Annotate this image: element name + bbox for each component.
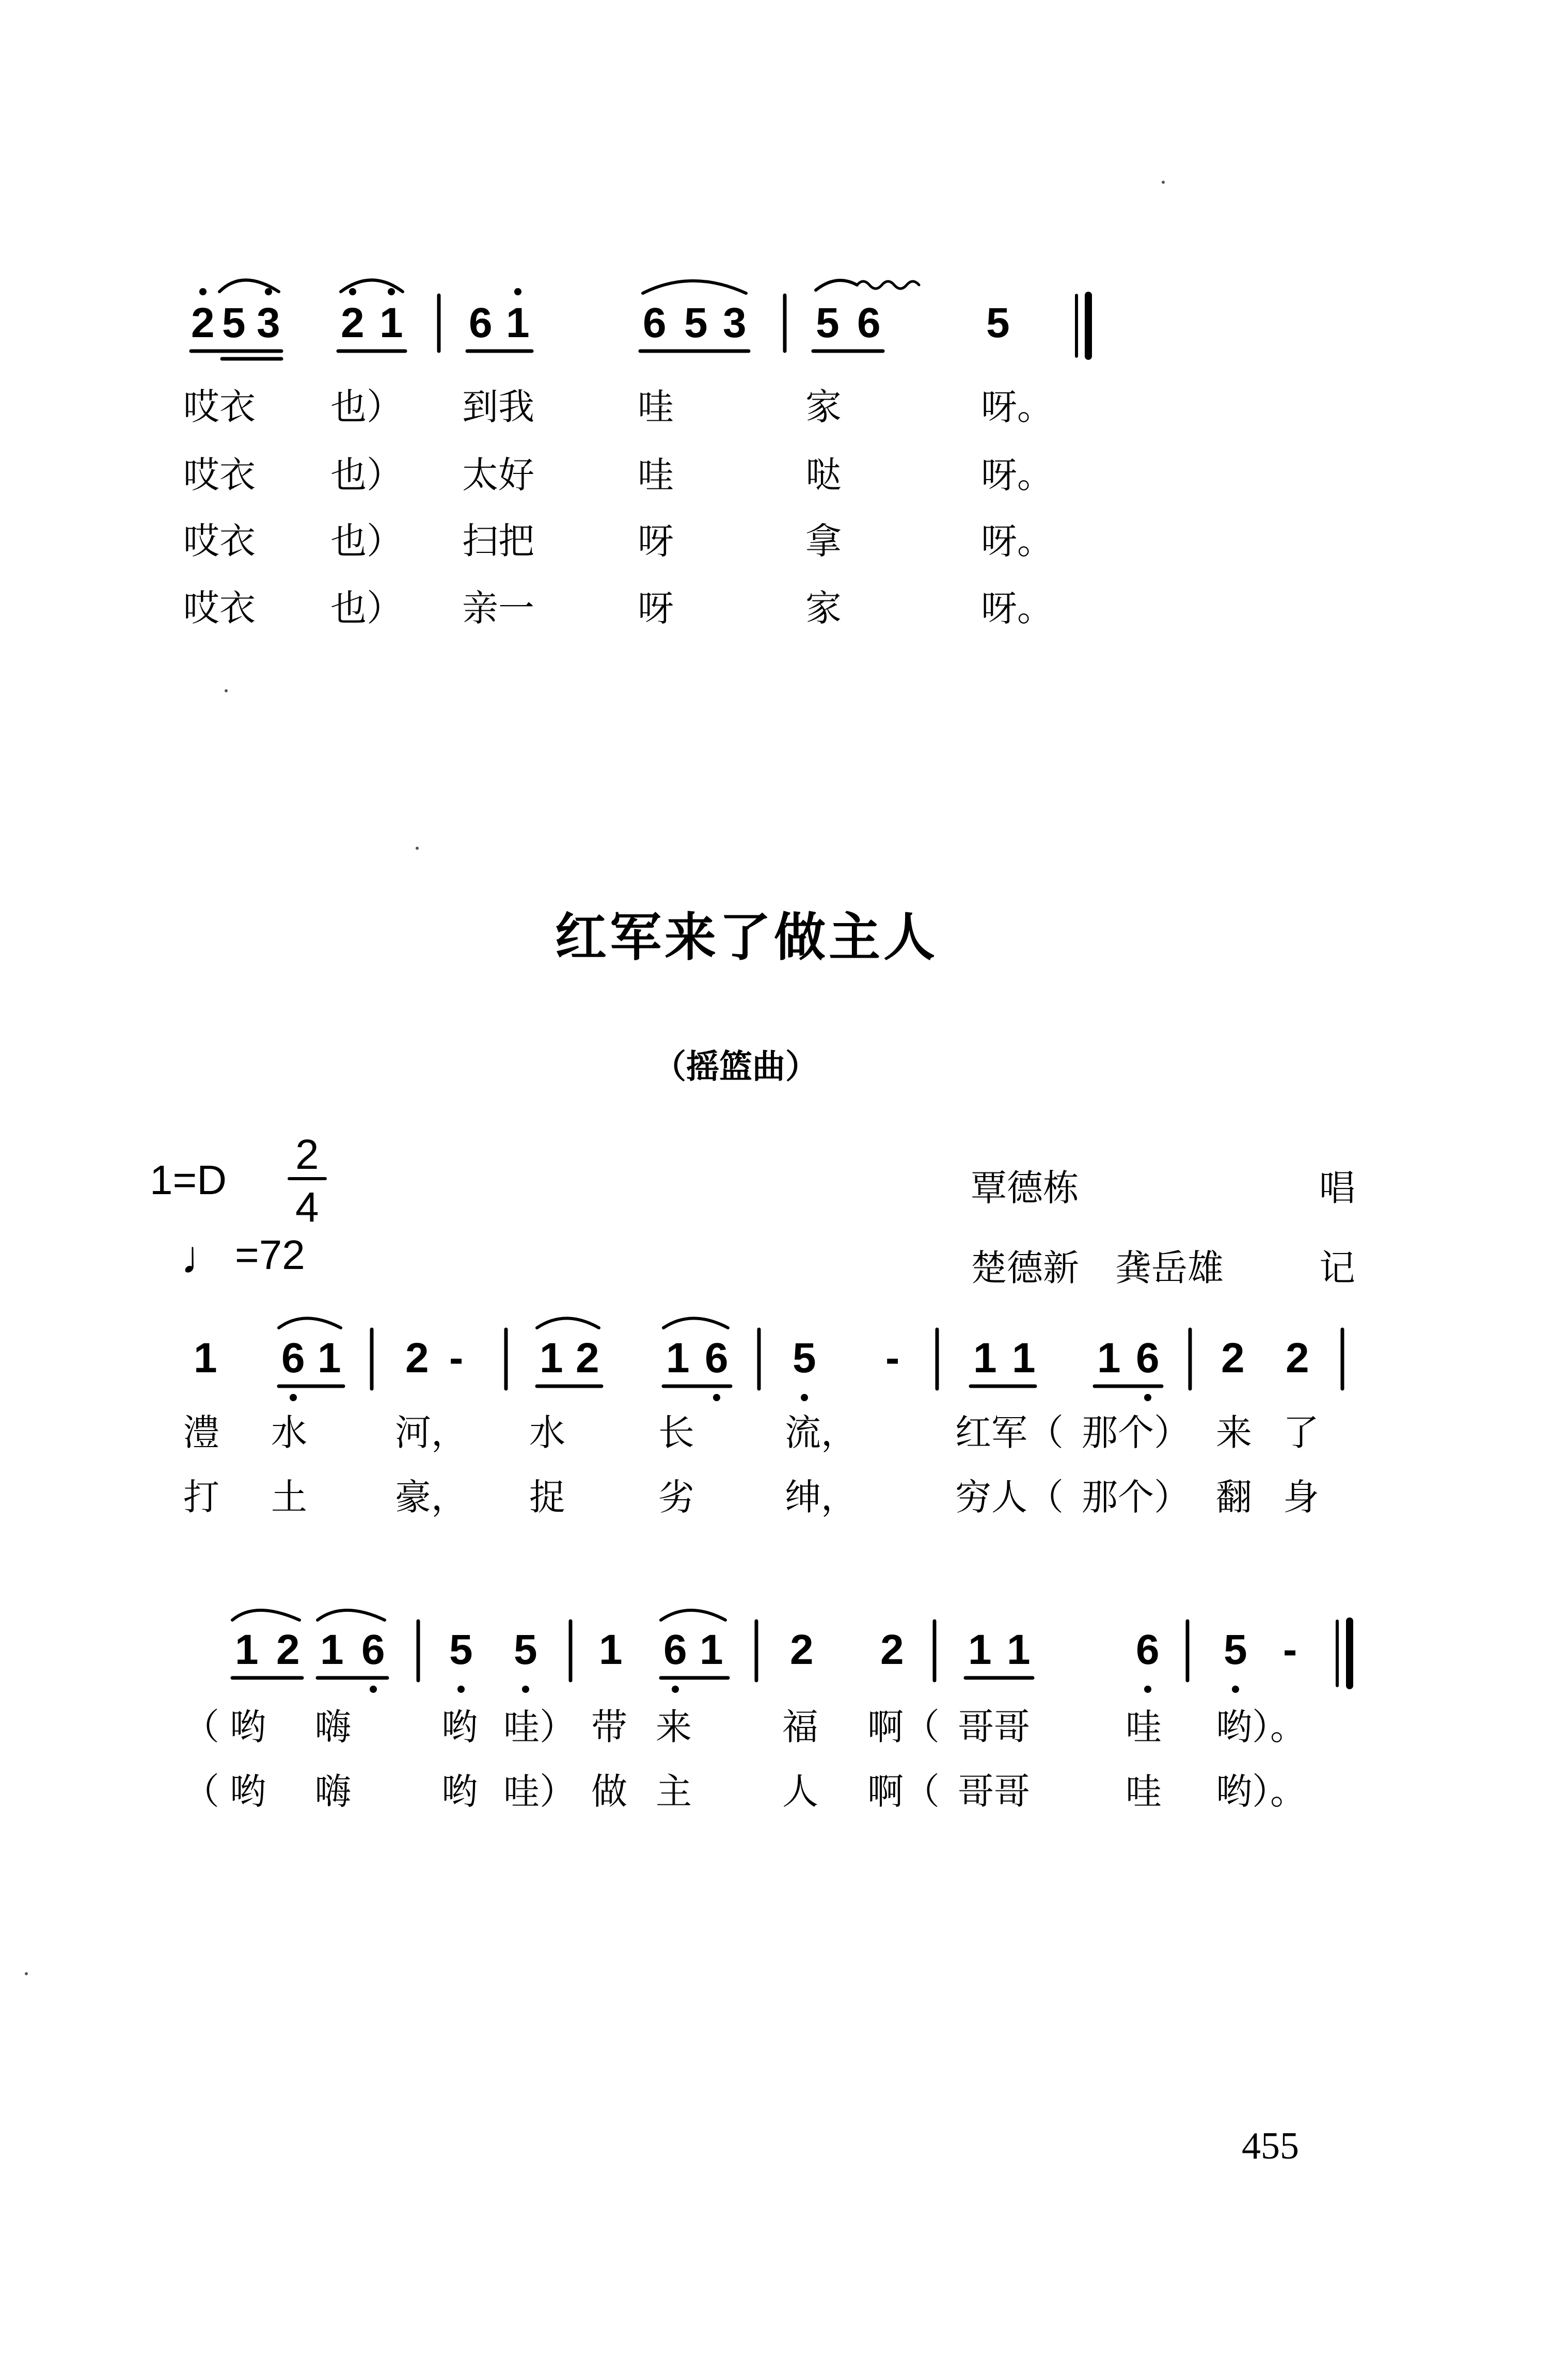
lyric: 哥哥 [958,1706,1030,1748]
note: 1 [973,1335,997,1382]
lyric: 哟 [230,1706,266,1748]
low-octave-dot [713,1394,720,1401]
note: 1 [599,1626,623,1673]
scan-speck [1162,181,1165,184]
lyric: 呀 [638,520,674,562]
low-octave-dot [457,1686,465,1693]
lyric: 拿 [805,520,842,562]
lyric: 福 [782,1706,818,1748]
lyric: 哎衣 [183,587,256,629]
lyric: 扫把 [462,520,534,562]
low-octave-dot [370,1686,377,1693]
lyric: 哟）。 [1216,1706,1306,1748]
lyric: （ [183,1706,219,1748]
sing-label: 唱 [1319,1167,1355,1209]
note: - [885,1335,900,1382]
slur [663,1319,728,1328]
note: - [449,1335,464,1382]
lyric: 带 [591,1706,627,1748]
scan-speck [25,1972,28,1975]
lyric: 哟）。 [1216,1770,1306,1813]
low-octave-dot [522,1686,529,1693]
record-label: 记 [1319,1247,1355,1289]
note: 5 [1224,1626,1247,1673]
note: 1 [194,1335,217,1382]
note: 1 [506,299,530,346]
page-number: 455 [1242,2125,1299,2167]
note: 6 [1136,1626,1160,1673]
slur [537,1319,599,1328]
note: 6 [663,1626,687,1673]
lyric: 亲一 [462,587,534,629]
note: 1 [320,1626,344,1673]
note: 2 [405,1335,429,1382]
lyric: 土 [271,1476,307,1518]
low-octave-dot [1232,1686,1239,1693]
lyric: 哟 [230,1770,266,1813]
slur [279,1319,341,1328]
high-octave-dot [199,288,207,295]
low-octave-dot [672,1686,679,1693]
lyric: 流， [785,1411,857,1454]
lyric: （ [183,1770,219,1813]
lyric: 捉 [529,1476,565,1518]
lyric: 长 [658,1411,694,1454]
note: 5 [986,299,1010,346]
high-octave-dot [514,288,521,295]
lyric: 穷人（ [955,1476,1064,1518]
lyric: 呀。 [981,587,1053,629]
lyric: 那个） [1082,1476,1190,1518]
note: 6 [857,299,881,346]
low-octave-dot [1144,1686,1151,1693]
note: 6 [705,1335,728,1382]
lyric: 哇 [638,454,674,496]
note: 2 [880,1626,904,1673]
slur [816,280,857,290]
note: 5 [684,299,708,346]
song-title: 红军来了做主人 [555,907,938,967]
note: 5 [514,1626,537,1673]
lyric: 那个） [1082,1411,1190,1454]
lyric: 哇 [1126,1706,1162,1748]
note: 1 [1097,1335,1121,1382]
lyric: 也） [330,454,403,496]
slur [661,1610,725,1620]
note: 2 [1221,1335,1245,1382]
note: 6 [361,1626,385,1673]
lyric: 也） [330,520,403,562]
lyric: 呀。 [981,386,1053,428]
lyric: 来 [656,1706,692,1748]
quarter-note-icon: ♩ [181,1232,227,1283]
lyric: 呀。 [981,454,1053,496]
high-octave-dot [349,288,356,295]
singer-name: 覃德栋 [971,1167,1079,1209]
low-octave-dot [290,1394,297,1401]
lyric: 家 [805,386,842,428]
key-signature: 1=D [150,1157,227,1203]
lyric: 主 [656,1770,692,1813]
lyric: 哇） [503,1706,576,1748]
note: 2 [191,299,215,346]
note: 6 [469,299,493,346]
lyric: 哟 [441,1770,478,1813]
note: 1 [379,299,403,346]
lyric: 呀。 [981,520,1053,562]
lyric: 来 [1216,1411,1252,1454]
note: 1 [540,1335,563,1382]
note: 1 [1012,1335,1036,1382]
note: 1 [318,1335,341,1382]
lyric: 哎衣 [183,454,256,496]
note: 5 [449,1626,473,1673]
lyric: 豪， [395,1476,467,1518]
lyric: 身 [1283,1476,1319,1518]
lyric: 家 [805,587,842,629]
note: 1 [968,1626,992,1673]
low-octave-dot [801,1394,808,1401]
note: 5 [793,1335,816,1382]
note: 3 [257,299,280,346]
lyric: 绅， [785,1476,857,1518]
note: 1 [1007,1626,1031,1673]
lyric: 哒 [805,454,842,496]
recorder-names: 楚德新 龚岳雄 [971,1247,1224,1289]
slur [318,1610,385,1620]
note: 2 [576,1335,599,1382]
lyric: 水 [271,1411,307,1454]
note: 6 [281,1335,305,1382]
lyric: 太好 [462,454,534,496]
lyric: 哇） [503,1770,576,1813]
song-subtitle: （摇篮曲） [653,1048,818,1086]
lyric: 哎衣 [183,386,256,428]
lyric: 劣 [658,1476,694,1518]
lyric: 嗨 [315,1706,351,1748]
scan-speck [225,689,228,692]
note: 1 [666,1335,690,1382]
lyric: 了 [1283,1411,1319,1454]
lyric: 也） [330,587,403,629]
high-octave-dot [388,288,395,295]
lyric: 呀 [638,587,674,629]
high-octave-dot [265,288,272,295]
lyric: 红军（ [955,1411,1064,1454]
note: 6 [643,299,667,346]
note: 2 [790,1626,814,1673]
scan-speck [416,847,419,850]
lyric: 做 [591,1770,627,1813]
lyric: 澧 [183,1411,219,1454]
time-signature-top: 2 [295,1131,319,1178]
lyric: 翻 [1216,1476,1252,1518]
note: - [1283,1626,1297,1673]
note: 2 [1286,1335,1309,1382]
lyric: 人 [782,1770,818,1813]
note: 1 [235,1626,259,1673]
tempo-value: =72 [235,1232,305,1278]
lyric: 哎衣 [183,520,256,562]
lyric: 水 [529,1411,565,1454]
lyric: 啊（ [867,1706,940,1748]
time-signature-bottom: 4 [295,1184,319,1231]
note: 5 [816,299,840,346]
lyric: 河， [395,1411,467,1454]
lyric: 啊（ [867,1770,940,1813]
slur [643,281,746,293]
lyric: 哇 [638,386,674,428]
lyric: 哥哥 [958,1770,1030,1813]
lyric: 嗨 [315,1770,351,1813]
note: 2 [341,299,365,346]
note: 6 [1136,1335,1160,1382]
note: 5 [222,299,246,346]
lyric: 也） [330,386,403,428]
note: 2 [276,1626,300,1673]
note: 1 [700,1626,723,1673]
lyric: 哇 [1126,1770,1162,1813]
lyric: 打 [183,1476,219,1518]
slur [232,1610,299,1620]
lyric: 哟 [441,1706,478,1748]
low-octave-dot [1144,1394,1151,1401]
lyric: 到我 [462,386,534,428]
note: 3 [723,299,747,346]
trill-wave [857,281,919,289]
